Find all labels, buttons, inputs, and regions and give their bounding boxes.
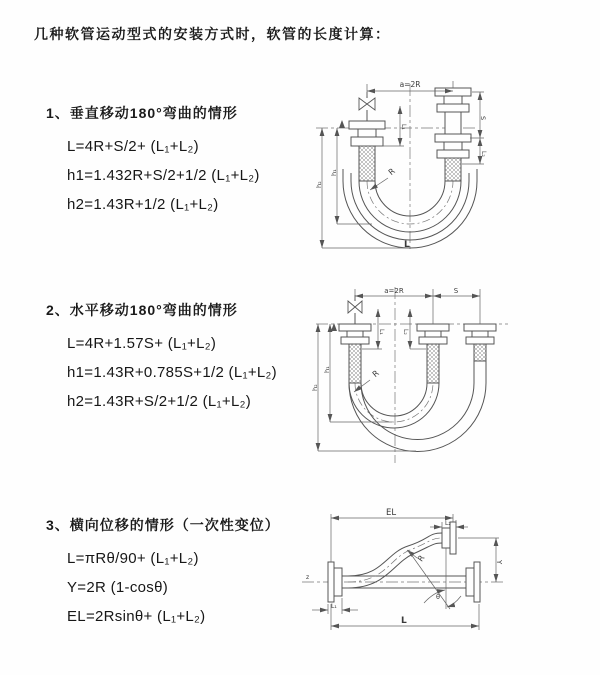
middle-stem-fitting [417,324,449,383]
dim-label-l: L [401,616,407,626]
formula-line: h2=1.43R+S/2+1/2 (L₁+L₂) [67,393,252,410]
section-3-formulas [46,544,316,631]
valve-icon [367,98,375,110]
dim-label-r: R [415,553,427,564]
formula-line: L=4R+1.57S+ (L₁+L₂) [67,335,217,352]
dim-label-l1: L₁ [331,603,337,610]
diagram-horizontal-u-bend [312,281,600,469]
formula-line: EL=2Rsinθ+ (L₁+L₂) [67,608,206,625]
formula-line: Y=2R (1-cosθ) [67,579,169,596]
dim-label-r: R [386,166,397,178]
left-stem-fitting [339,92,385,181]
dim-s [433,287,480,296]
dim-label-s: S [453,287,459,295]
dim-label-l1: L₁ [400,124,407,130]
diagram-lateral-displacement [298,506,600,654]
braided-hose-section [349,344,361,383]
dim-label-r: R [370,368,381,380]
hose-displaced-position [348,533,442,588]
formula-line: L=4R+S/2+ (L₁+L₂) [67,138,199,155]
dim-label-h1: h₁ [323,366,331,373]
centerline-mark: z [306,574,310,581]
dim-label-h1: h₁ [330,169,338,176]
dim-s [470,92,487,138]
section-horizontal-movement [46,300,316,416]
dim-label-l1: L₁ [378,329,385,335]
formula-line: h1=1.43R+0.785S+1/2 (L₁+L₂) [67,364,277,381]
valve-icon [348,301,355,313]
anchor-arrow [339,120,345,128]
valve-icon [359,98,367,110]
dim-label-y: Y [495,560,503,565]
page-title: 几种软管运动型式的安装方式时，软管的长度计算： [34,26,391,42]
braided-hose-section [427,344,439,383]
dim-label-l2: L₂ [480,151,487,157]
hose-u-bend [349,383,439,428]
braided-hose-section [359,146,375,181]
dim-label-a2r: a=2R [384,287,404,295]
right-stem-fitting [464,324,496,361]
section-3-heading: 3、横向位移的情形（一次性变位） [46,517,280,533]
dim-el [331,508,453,562]
dim-label-h2: h₂ [311,384,319,391]
section-2-heading: 2、水平移动180°弯曲的情形 [46,302,238,318]
left-flange [328,562,342,602]
dim-label-l2: L₂ [402,329,409,335]
dim-label-h2: h₂ [315,181,323,188]
dim-l [331,604,479,630]
formula-line: L=πRθ/90+ (L₁+L₂) [67,550,199,567]
left-stem-fitting [331,295,371,383]
valve-icon [355,301,362,313]
dim-label-l: L [404,240,410,250]
dim-label-a2r: a=2R [399,80,421,89]
dim-label-l2: L₂ [445,520,451,527]
section-vertical-movement [46,103,316,219]
section-lateral-displacement [46,515,316,631]
dim-label-el: EL [386,508,397,518]
dim-l1 [312,598,358,614]
section-2-formulas [46,329,316,416]
section-1-formulas [46,132,316,219]
right-stem-fitting [435,88,471,181]
braided-hose-section [474,344,486,361]
diagram-vertical-u-bend [312,76,600,258]
dim-label-s: S [479,116,487,121]
formula-line: h2=1.43R+1/2 (L₁+L₂) [67,196,219,213]
braided-hose-section [445,158,461,181]
dim-label-theta: θ [436,593,440,601]
section-1-heading: 1、垂直移动180°弯曲的情形 [46,105,238,121]
right-flange [466,562,480,602]
dim-a-2r [355,287,480,324]
formula-line: h1=1.432R+S/2+1/2 (L₁+L₂) [67,167,260,184]
